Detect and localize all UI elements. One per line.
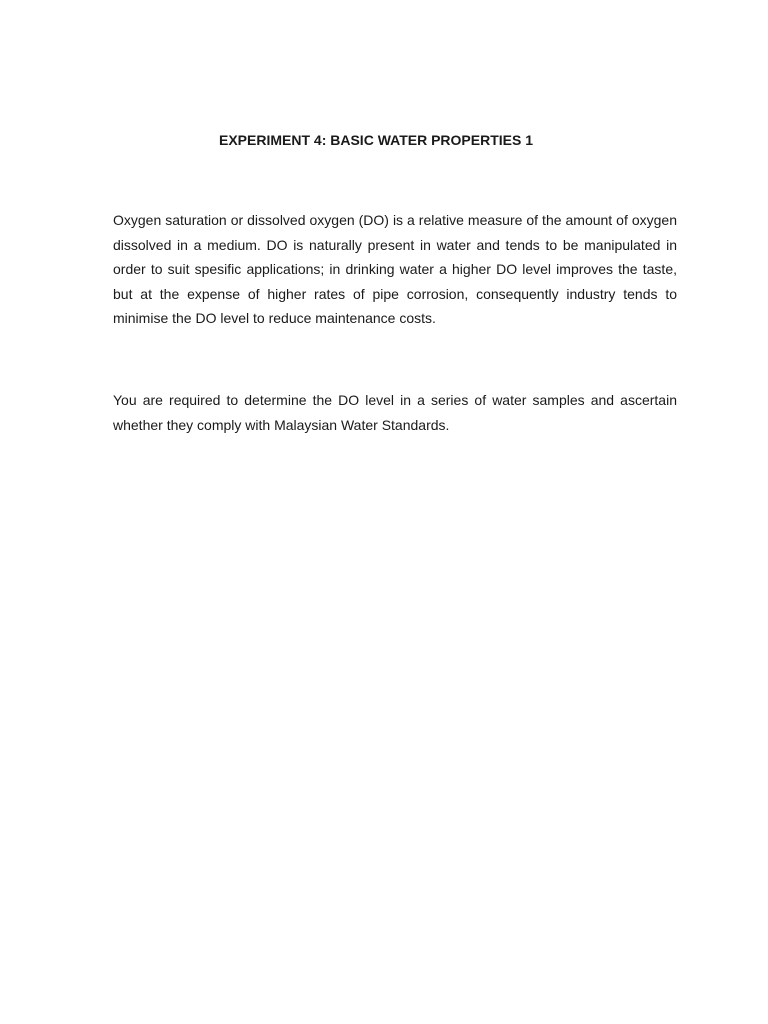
document-title: EXPERIMENT 4: BASIC WATER PROPERTIES 1 bbox=[219, 132, 534, 148]
paragraph-dissolved-oxygen-intro: Oxygen saturation or dissolved oxygen (DO) is a relative measure of the amount of oxygen dissolved in a medium. DO is naturally present in water and tends to be manipulated in order to suit spesific applications; in drinking water a higher DO level improves the taste, but at the expense of higher rates of pipe corrosion, consequently industry tends to minimise the DO level to reduce maintenance costs. bbox=[113, 212, 677, 326]
paragraph-task-instruction: You are required to determine the DO level in a series of water samples and ascertain whether they comply with Malaysian Water Standards. bbox=[113, 392, 677, 433]
